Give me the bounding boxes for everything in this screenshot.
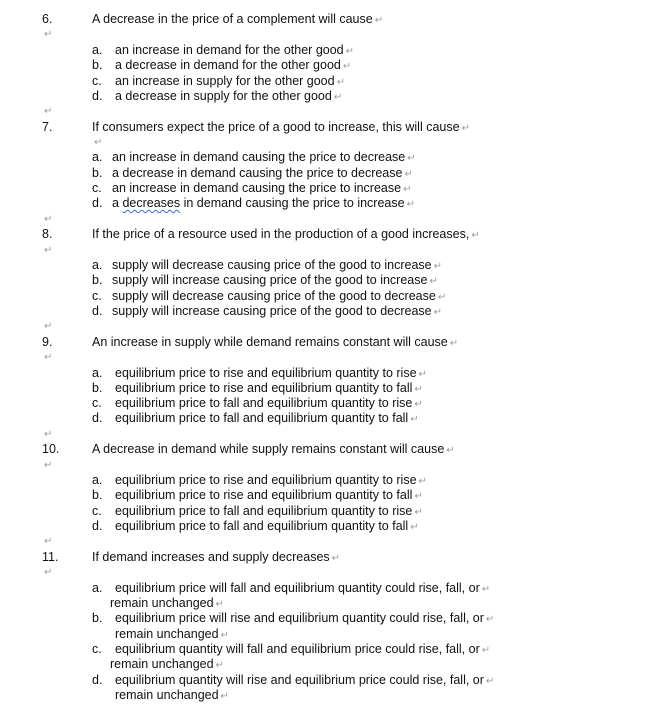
q7-option-c-letter: c. [92,181,102,195]
q8-option-a: supply will decrease causing price of the good to increase ↵ [112,258,443,272]
question-10-number: 10. [42,442,60,456]
q6-option-d: a decrease in supply for the other good ↵ [115,89,343,103]
paragraph-mark: ↵ [44,321,53,332]
q7-option-a: an increase in demand causing the price to decrease ↵ [112,150,416,164]
question-9-stem: An increase in supply while demand remains constant will cause ↵ [92,335,459,349]
q9-option-b: equilibrium price to rise and equilibrium quantity to fall ↵ [115,381,423,395]
spelling-flag[interactable]: decreases [122,196,181,210]
q7-option-b: a decrease in demand causing the price to decrease ↵ [112,166,413,180]
q11-option-a-letter: a. [92,581,103,595]
paragraph-mark: ↵ [44,106,53,117]
q8-option-d: supply will increase causing price of the good to decrease ↵ [112,304,443,318]
q11-option-a-continuation: remain unchanged ↵ [110,596,224,610]
q6-option-d-letter: d. [92,89,103,103]
q6-option-c: an increase in supply for the other good ↵ [115,74,345,88]
q7-option-d: a decreases in demand causing the price to increase ↵ [112,196,415,210]
question-8-number: 8. [42,227,53,241]
paragraph-mark: ↵ [94,137,103,148]
q7-option-c: an increase in demand causing the price to increase ↵ [112,181,412,195]
q6-option-a-letter: a. [92,43,103,57]
paragraph-mark: ↵ [44,29,53,40]
q11-option-c-continuation: remain unchanged ↵ [110,657,224,671]
q11-option-b-letter: b. [92,611,103,625]
q10-option-a-letter: a. [92,473,103,487]
paragraph-mark: ↵ [44,245,53,256]
question-6-stem: A decrease in the price of a complement will cause ↵ [92,12,384,26]
q10-option-c: equilibrium price to fall and equilibrium quantity to rise ↵ [115,504,423,518]
q9-option-c: equilibrium price to fall and equilibrium quantity to rise ↵ [115,396,423,410]
q8-option-a-letter: a. [92,258,103,272]
q11-option-d-continuation: remain unchanged ↵ [115,688,229,702]
q9-option-d-letter: d. [92,411,103,425]
q8-option-c: supply will decrease causing price of the good to decrease ↵ [112,289,447,303]
q8-option-b-letter: b. [92,273,103,287]
q11-option-a: equilibrium price will fall and equilibrium quantity could rise, fall, or ↵ [115,581,491,595]
question-11-number: 11. [42,550,59,564]
q6-option-b: a decrease in demand for the other good ↵ [115,58,352,72]
paragraph-mark: ↵ [44,567,53,578]
q10-option-b: equilibrium price to rise and equilibrium quantity to fall ↵ [115,488,423,502]
q9-option-b-letter: b. [92,381,103,395]
question-10-stem: A decrease in demand while supply remains constant will cause ↵ [92,442,455,456]
q11-option-c: equilibrium quantity will fall and equilibrium price could rise, fall, or ↵ [115,642,491,656]
q7-option-b-letter: b. [92,166,103,180]
q10-option-d: equilibrium price to fall and equilibrium quantity to fall ↵ [115,519,419,533]
q10-option-c-letter: c. [92,504,102,518]
q9-option-a: equilibrium price to rise and equilibrium quantity to rise ↵ [115,366,427,380]
q8-option-b: supply will increase causing price of the good to increase ↵ [112,273,438,287]
q9-option-c-letter: c. [92,396,102,410]
paragraph-mark: ↵ [44,352,53,363]
question-7-stem: If consumers expect the price of a good to increase, this will cause ↵ [92,120,470,134]
question-6-number: 6. [42,12,53,26]
paragraph-mark: ↵ [44,429,53,440]
q10-option-a: equilibrium price to rise and equilibrium quantity to rise ↵ [115,473,427,487]
q9-option-d: equilibrium price to fall and equilibrium quantity to fall ↵ [115,411,419,425]
q11-option-b: equilibrium price will rise and equilibrium quantity could rise, fall, or ↵ [115,611,495,625]
q7-option-d-letter: d. [92,196,103,210]
q10-option-b-letter: b. [92,488,103,502]
q6-option-c-letter: c. [92,74,102,88]
paragraph-mark: ↵ [44,214,53,225]
q11-option-d: equilibrium quantity will rise and equilibrium price could rise, fall, or ↵ [115,673,495,687]
q11-option-b-continuation: remain unchanged ↵ [115,627,229,641]
paragraph-mark: ↵ [44,536,53,547]
paragraph-mark: ↵ [44,460,53,471]
q6-option-b-letter: b. [92,58,103,72]
q10-option-d-letter: d. [92,519,103,533]
q7-option-a-letter: a. [92,150,103,164]
question-11-stem: If demand increases and supply decreases ↵ [92,550,341,564]
q9-option-a-letter: a. [92,366,103,380]
q8-option-c-letter: c. [92,289,102,303]
question-8-stem: If the price of a resource used in the production of a good increases, ↵ [92,227,480,241]
q11-option-d-letter: d. [92,673,103,687]
question-7-number: 7. [42,120,53,134]
q11-option-c-letter: c. [92,642,102,656]
q8-option-d-letter: d. [92,304,103,318]
question-9-number: 9. [42,335,53,349]
q6-option-a: an increase in demand for the other good ↵ [115,43,355,57]
